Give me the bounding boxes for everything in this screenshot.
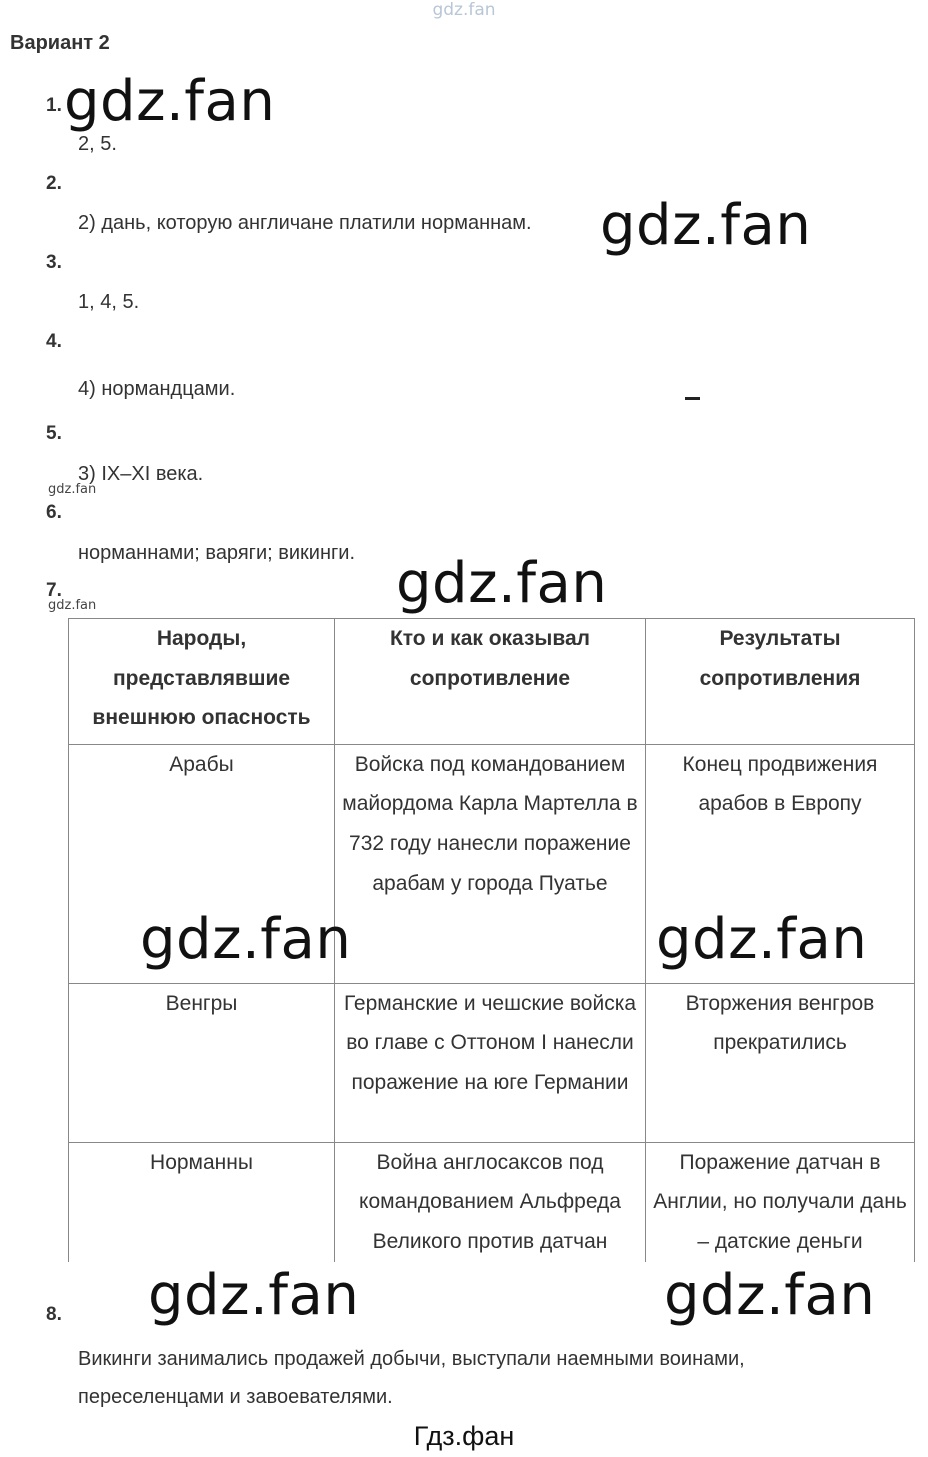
answer-6: норманнами; варяги; викинги.: [78, 542, 356, 564]
watermark-large: gdz.fan: [148, 1263, 360, 1328]
table-cell: Войска под командованием майордома Карла Мартелла в 732 году нанесли поражение арабам у города Пуатье: [335, 744, 646, 983]
question-number-1: 1.: [46, 95, 62, 116]
table-cell: Конец продвижения арабов в Европу: [646, 744, 915, 983]
header-peoples: Народы, представлявшие внешнюю опасность: [69, 619, 335, 745]
table-row: [69, 983, 915, 1142]
watermark-large: gdz.fan: [396, 551, 608, 616]
table-header-row: [69, 619, 915, 745]
table-cell: Вторжения венгров прекратились: [646, 983, 915, 1142]
answer-3: 1, 4, 5.: [78, 291, 140, 313]
table-cell: Норманны: [69, 1142, 335, 1261]
watermark-large: gdz.fan: [664, 1263, 876, 1328]
table-cell: Германские и чешские войска во главе с Оттоном I нанесли поражение на юге Германии: [335, 983, 646, 1142]
header-resistance: Кто и как оказывал сопротивление: [335, 619, 646, 745]
watermark-small: gdz.fan: [48, 482, 97, 497]
footer-watermark: Гдз.фан: [413, 1421, 515, 1451]
question-number-7: 7.: [46, 580, 62, 601]
question-number-5: 5.: [46, 423, 62, 444]
table-cell: Война англосаксов под командованием Альфреда Великого против датчан: [335, 1142, 646, 1261]
question-number-4: 4.: [46, 331, 62, 352]
stray-mark: [685, 397, 700, 400]
question-number-3: 3.: [46, 252, 62, 273]
table-row: [69, 1142, 915, 1261]
answer-5: 3) IX–XI века.: [78, 463, 204, 485]
watermark-top: gdz.fan: [432, 0, 496, 20]
table-cell: Арабы: [69, 744, 335, 983]
answer-8: Викинги занимались продажей добычи, выступали наемными воинами, переселенцами и завоевателями.: [78, 1348, 745, 1408]
question-number-2: 2.: [46, 173, 62, 194]
answer-1: 2, 5.: [78, 133, 117, 155]
watermark-small: gdz.fan: [48, 598, 97, 613]
question-number-8: 8.: [46, 1304, 62, 1325]
answer-2: 2) дань, которую англичане платили норманнам.: [78, 212, 532, 234]
variant-title: Вариант 2: [10, 32, 110, 54]
watermark-large: gdz.fan: [64, 69, 276, 134]
table-cell: Поражение датчан в Англии, но получали дань – датские деньги: [646, 1142, 915, 1261]
question-number-6: 6.: [46, 502, 62, 523]
table-cell: Венгры: [69, 983, 335, 1142]
watermark-large: gdz.fan: [140, 907, 352, 972]
watermark-large: gdz.fan: [600, 193, 812, 258]
header-results: Результаты сопротивления: [646, 619, 915, 745]
watermark-large: gdz.fan: [656, 907, 868, 972]
answer-4: 4) нормандцами.: [78, 378, 236, 400]
